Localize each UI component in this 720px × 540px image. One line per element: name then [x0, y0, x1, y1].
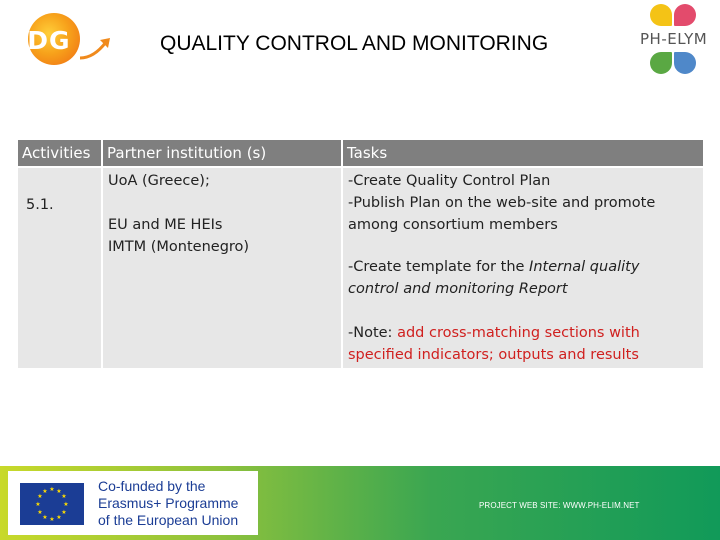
eu-cofunded-text	[98, 478, 238, 529]
task-note-red: add cross-matching sections with	[397, 325, 640, 341]
ph-elym-logo-text: PH-ELYM	[640, 30, 708, 48]
logo-petal-green	[650, 52, 672, 74]
cell-tasks	[343, 168, 703, 368]
task-line: -Create Quality Control Plan	[348, 173, 551, 189]
partner-line: UoA (Greece);	[108, 173, 210, 189]
cell-partners	[103, 168, 341, 368]
eu-line: Erasmus+ Programme	[98, 495, 239, 511]
page-title: QUALITY CONTROL AND MONITORING	[160, 32, 549, 55]
svg-text:★: ★	[42, 488, 48, 495]
header-partner-institution: Partner institution (s)	[103, 140, 341, 166]
svg-text:★: ★	[42, 514, 48, 521]
svg-text:★: ★	[61, 493, 67, 500]
logo-petal-yellow	[650, 4, 672, 26]
activities-table	[18, 140, 703, 368]
task-note-prefix: -Note:	[348, 325, 398, 341]
logo-petal-pink	[674, 4, 696, 26]
svg-text:★: ★	[63, 501, 69, 508]
project-website[interactable]: PROJECT WEB SITE: WWW.PH-ELIM.NET	[479, 501, 640, 510]
eu-line: Co-funded by the	[98, 478, 206, 494]
svg-text:★: ★	[49, 486, 55, 493]
task-line: among consortium members	[348, 217, 558, 233]
eu-stars-icon	[20, 483, 84, 525]
udg-logo	[4, 10, 122, 68]
cell-activity	[18, 168, 101, 368]
svg-text:★: ★	[37, 509, 43, 516]
svg-text:★: ★	[56, 488, 62, 495]
task-note-red-line: specified indicators; outputs and results	[348, 347, 639, 363]
task-template-italic: Internal quality	[529, 259, 640, 275]
arrow-icon	[78, 32, 118, 62]
eu-line: of the European Union	[98, 512, 239, 528]
logo-petal-blue	[674, 52, 696, 74]
svg-text:★: ★	[61, 509, 67, 516]
udg-logo-text: UDG	[6, 26, 71, 55]
task-line: -Publish Plan on the web-site and promote	[348, 195, 656, 211]
svg-text:★: ★	[35, 501, 41, 508]
task-template-line	[348, 256, 639, 278]
svg-text:★: ★	[49, 516, 55, 523]
partner-line: EU and ME HEIs	[108, 217, 223, 233]
ph-elym-logo	[640, 2, 720, 78]
task-template-italic-line: control and monitoring Report	[348, 281, 568, 297]
svg-text:★: ★	[37, 493, 43, 500]
eu-cofunded-box	[8, 471, 258, 535]
task-note-line	[348, 322, 640, 344]
task-template-prefix: -Create template for the	[348, 259, 530, 275]
header-activities: Activities	[18, 140, 101, 166]
header-tasks: Tasks	[343, 140, 703, 166]
eu-flag-icon	[20, 483, 84, 525]
svg-text:★: ★	[56, 514, 62, 521]
activity-number: 5.1.	[26, 197, 54, 213]
partner-line: IMTM (Montenegro)	[108, 239, 250, 255]
